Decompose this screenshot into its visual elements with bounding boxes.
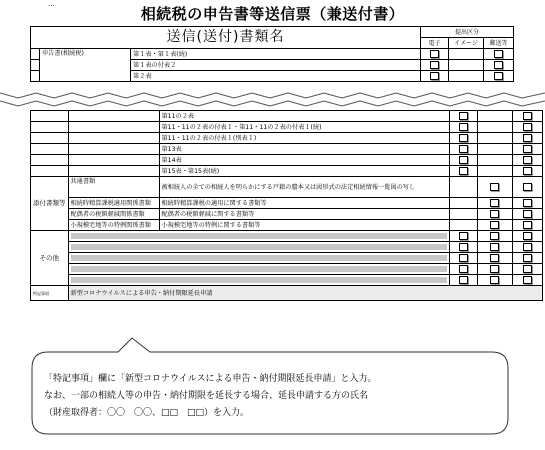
doc-name: 第11の２表: [159, 111, 449, 122]
col-denshi: 電子: [421, 38, 449, 49]
header-names: 送信(送付)書類名: [31, 27, 421, 49]
doc-name: 第13表: [159, 144, 449, 155]
page-title: 相続税の申告書等送信票（兼送付書）: [140, 5, 405, 23]
attached-category: 小規模宅地等の特例関係書類: [68, 220, 159, 231]
callout-line: なお、一部の相続人等の申告・納付期限を延長する場合、延長申請する方の氏名: [44, 391, 369, 401]
doc-name: 第14表: [159, 155, 449, 166]
doc-name: 相続時精算課税の適用に関する書類等: [159, 198, 449, 209]
doc-name: 配偶者の税額軽減に関する書類等: [159, 209, 449, 220]
callout-text: [44, 371, 500, 422]
attached-vertical-label: 添付書類等: [31, 177, 69, 231]
doc-name: 第15表・第15表(続): [159, 166, 449, 177]
common-doc-name: 被相続人の全ての相続人を明らかにする戸籍の謄本又は図形式の法定相続情報一覧図の写し: [159, 177, 449, 198]
col-image: イメージ: [449, 38, 484, 49]
doc-name: 第１表の付表２: [131, 60, 421, 71]
callout-line: （財産取得者：〇〇 〇〇、□□ □□）を入力。: [44, 408, 250, 418]
attached-category: 相続時精算課税適用関係書類: [68, 198, 159, 209]
attached-category: 配偶者の税額軽減関係書類: [68, 209, 159, 220]
doc-name: 第11・11の２表の付表１(別表１): [159, 133, 449, 144]
common-docs-label: 共通書類: [68, 177, 159, 198]
notice-label: 特記事項: [31, 286, 69, 301]
doc-name: 第２表: [131, 71, 421, 82]
doc-name: 第１表・第１表(続): [131, 49, 421, 60]
other-vertical-label: その他: [31, 231, 69, 286]
doc-name: 第11・11の２表の付表１・第11・11の２表の付表１(続): [159, 122, 449, 133]
col-yuso: 郵送等: [484, 38, 514, 49]
callout-line: 「特記事項」欄に「新型コロナウイルスによる申告・納付期限延長申請」と入力。: [44, 374, 377, 384]
corner-mark: ...: [48, 0, 55, 8]
category-shinkokusho: 申告書(相続税): [40, 49, 131, 82]
notice-field[interactable]: 新型コロナウイルスによる申告・納付期限延長申請: [68, 286, 542, 301]
header-submit: 提出区分: [421, 27, 514, 38]
doc-name: 小規模宅地等の特例に関する書類等: [159, 220, 449, 231]
